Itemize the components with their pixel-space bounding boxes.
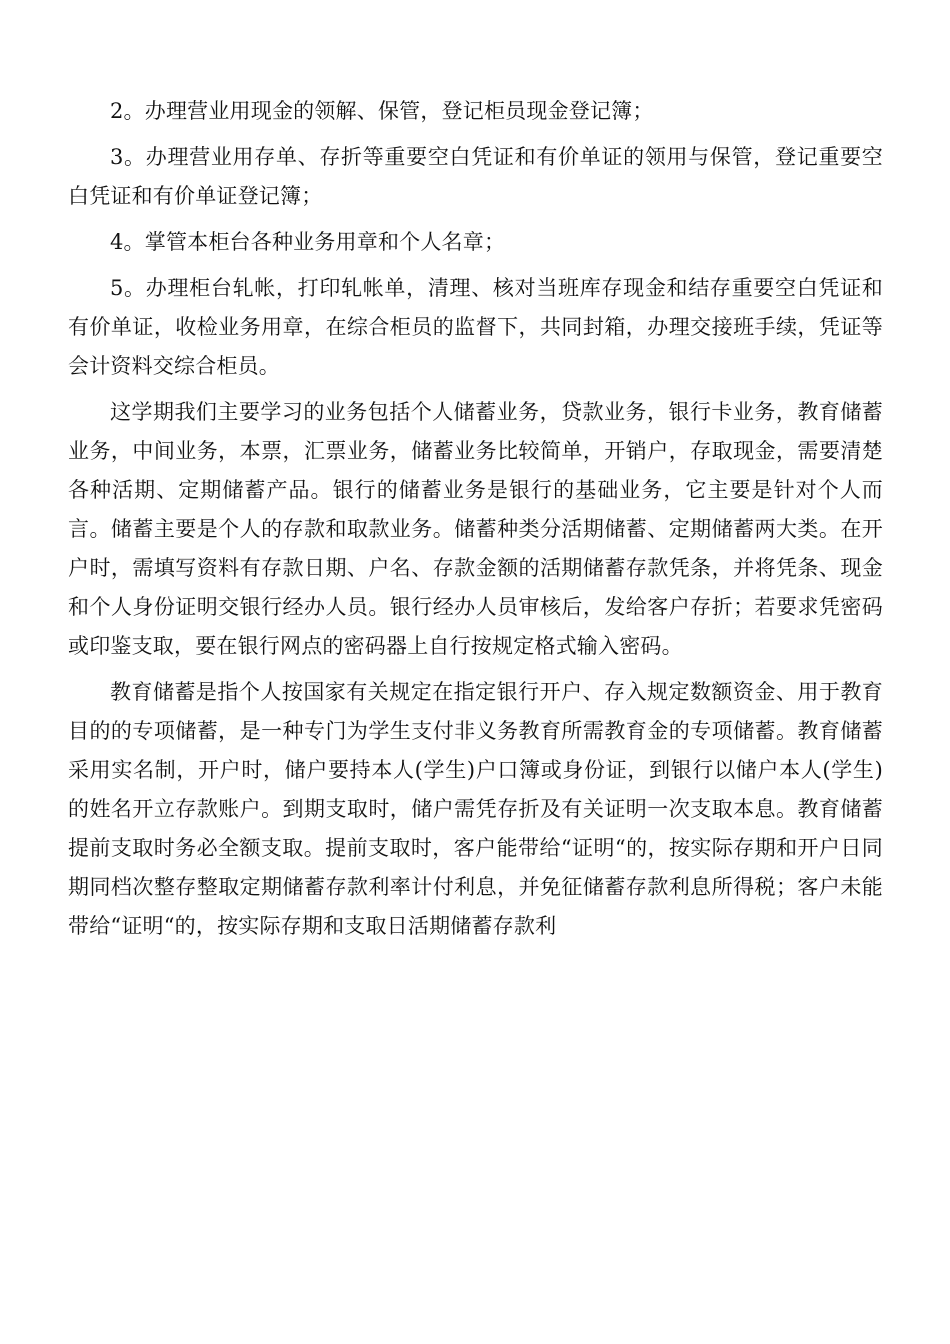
paragraph-item-5: 5。办理柜台轧帐，打印轧帐单，清理、核对当班库存现金和结存重要空白凭证和有价单证，收检业务用章，在综合柜员的监督下，共同封箱，办理交接班手续，凭证等会计资料交综合柜员。 bbox=[68, 276, 883, 378]
paragraph-item-3: 3。办理营业用存单、存折等重要空白凭证和有价单证的领用与保管，登记重要空白凭证和有价单证登记簿； bbox=[68, 145, 883, 208]
paragraph-item-4: 4。掌管本柜台各种业务用章和个人名章； bbox=[110, 230, 506, 254]
paragraph-education-savings: 教育储蓄是指个人按国家有关规定在指定银行开户、存入规定数额资金、用于教育目的的专项储蓄，是一种专门为学生支付非义务教育所需教育金的专项储蓄。教育储蓄采用实名制，开户时，储户要持本人(学生)户口簿或身份证，到银行以储户本人(学生)的姓名开立存款账户。到期支取时，储户需凭存折及有关证明一次支取本息。教育储蓄提前支取时务必全额支取。提前支取时，客户能带给“证明“的，按实际存期和开户日同期同档次整存整取定期储蓄存款利率计付利息，并免征储蓄存款利息所得税；客户未能带给“证明“的，按实际存期和支取日活期储蓄存款利 bbox=[68, 680, 883, 938]
paragraph-item-2: 2。办理营业用现金的领解、保管，登记柜员现金登记簿； bbox=[110, 99, 654, 123]
paragraph-savings-business: 这学期我们主要学习的业务包括个人储蓄业务，贷款业务，银行卡业务，教育储蓄业务，中间业务，本票，汇票业务，储蓄业务比较简单，开销户，存取现金，需要清楚各种活期、定期储蓄产品。银行的储蓄业务是银行的基础业务，它主要是针对个人而言。储蓄主要是个人的存款和取款业务。储蓄种类分活期储蓄、定期储蓄两大类。在开户时，需填写资料有存款日期、户名、存款金额的活期储蓄存款凭条，并将凭条、现金和个人身份证明交银行经办人员。银行经办人员审核后，发给客户存折；若要求凭密码或印鉴支取，要在银行网点的密码器上自行按规定格式输入密码。 bbox=[68, 400, 883, 658]
document-page bbox=[68, 92, 883, 953]
